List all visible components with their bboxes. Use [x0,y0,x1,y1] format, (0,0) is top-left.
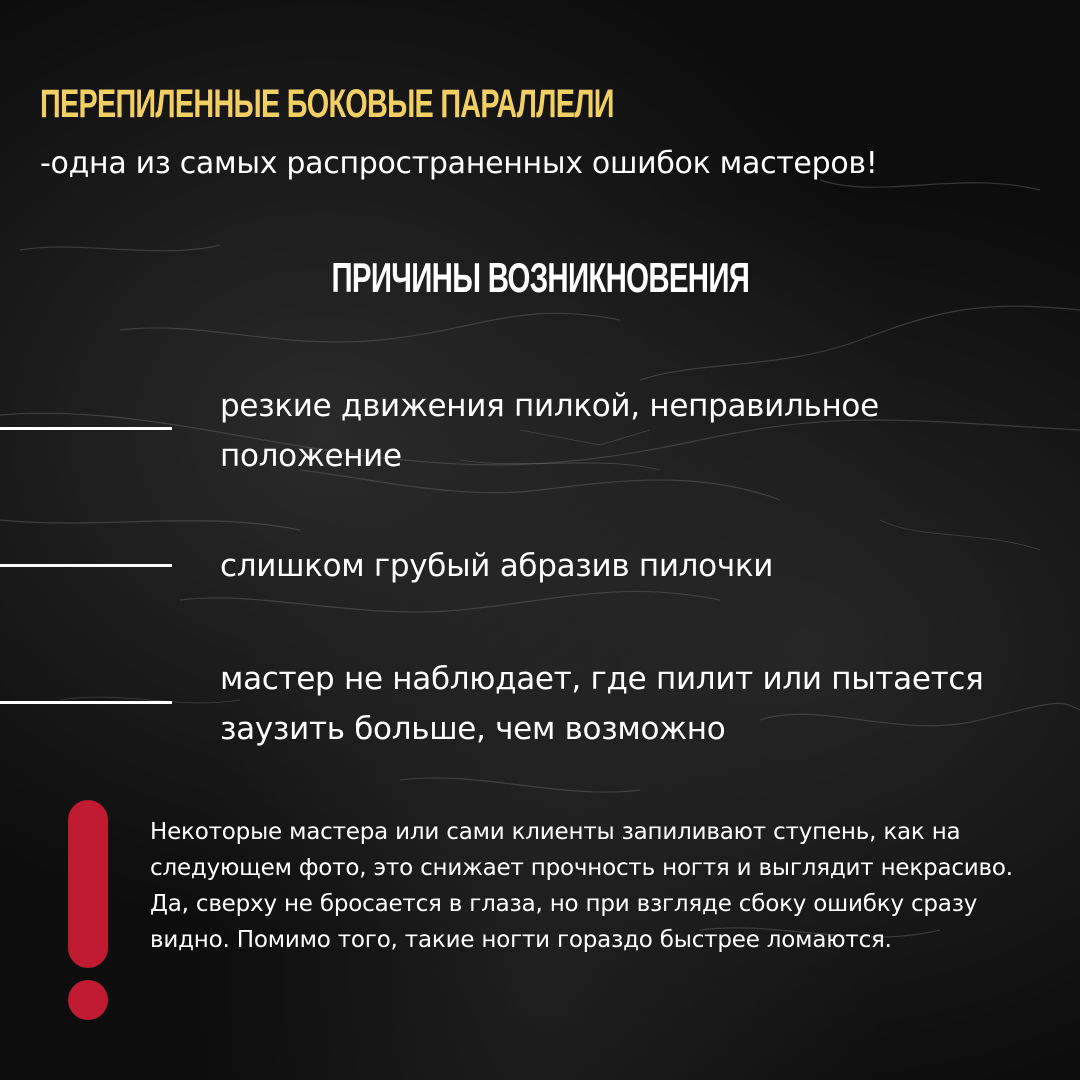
exclamation-dot [68,980,108,1020]
cause-item: слишком грубый абразив пилочки [220,548,774,584]
cause-divider-line [0,701,172,704]
cause-item: резкие движения пилкой, неправильное положение [220,388,879,474]
cause-divider-line [0,427,172,430]
exclamation-bar [68,800,108,968]
causes-heading-text: ПРИЧИНЫ ВОЗНИКНОВЕНИЯ [331,254,749,301]
cause-item: мастер не наблюдает, где пилит или пытается заузить больше, чем возможно [220,661,984,747]
cause-divider-line [0,564,172,567]
page-title: ПЕРЕПИЛЕННЫЕ БОКОВЫЕ ПАРАЛЛЕЛИ [40,82,614,126]
page-subtitle: -одна из самых распространенных ошибок мастеров! [40,146,878,181]
warning-note: Некоторые мастера или сами клиенты запиливают ступень, как на следующем фото, это снижает прочность ногтя и выглядит некрасиво. Да, сверху не бросается в глаза, но при взгляде сбоку ошибку сразу видно. Помимо того, такие ногти гораздо быстрее ломаются. [150,819,1013,953]
causes-heading [0,250,1080,306]
